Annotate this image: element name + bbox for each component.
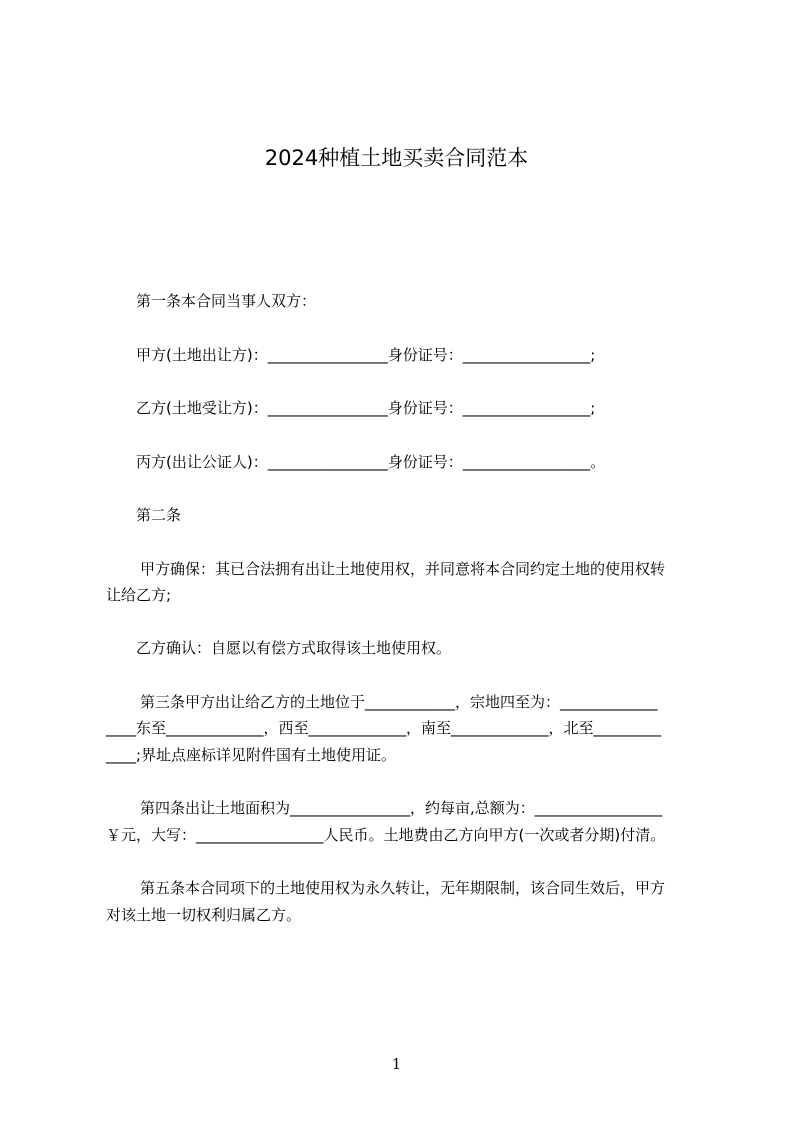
party-c-line: 丙方(出让公证人)：________________身份证号：_________________。 bbox=[136, 453, 606, 471]
party-b-line: 乙方(土地受让方)：________________身份证号：_________________; bbox=[136, 399, 596, 417]
clause-4-line-2: ￥元，大写：_________________人民币。土地费由乙方向甲方(一次或者分期)付清。 bbox=[106, 826, 666, 844]
clause-2-heading: 第二条 bbox=[136, 506, 182, 524]
clause-2-text-line-2: 让给乙方; bbox=[106, 586, 172, 604]
page-number: 1 bbox=[391, 1055, 402, 1073]
clause-4-line-1: 第四条出让土地面积为________________，约每亩,总额为：_________________ bbox=[140, 799, 663, 817]
clause-3-line-1: 第三条甲方出让给乙方的土地位于____________，宗地四至为：_____________ bbox=[140, 693, 658, 711]
party-a-line: 甲方(土地出让方)：________________身份证号：_________________; bbox=[136, 346, 596, 364]
clause-3-line-2: ____东至_____________，西至_____________，南至_____________，北至_________ bbox=[106, 719, 662, 737]
clause-5-line-2: 对该土地一切权利归属乙方。 bbox=[106, 906, 302, 924]
clause-1-heading: 第一条本合同当事人双方： bbox=[136, 292, 317, 310]
clause-5-line-1: 第五条本合同项下的土地使用权为永久转让，无年期限制，该合同生效后，甲方 bbox=[140, 879, 666, 897]
clause-2-confirmation: 乙方确认：自愿以有偿方式取得该土地使用权。 bbox=[136, 639, 452, 657]
document-title: 2024种植土地买卖合同范本 bbox=[264, 146, 529, 170]
clause-3-line-3: ____;界址点座标详见附件国有土地使用证。 bbox=[106, 746, 397, 764]
clause-2-text-line-1: 甲方确保：其已合法拥有出让土地使用权，并同意将本合同约定土地的使用权转 bbox=[140, 560, 666, 578]
